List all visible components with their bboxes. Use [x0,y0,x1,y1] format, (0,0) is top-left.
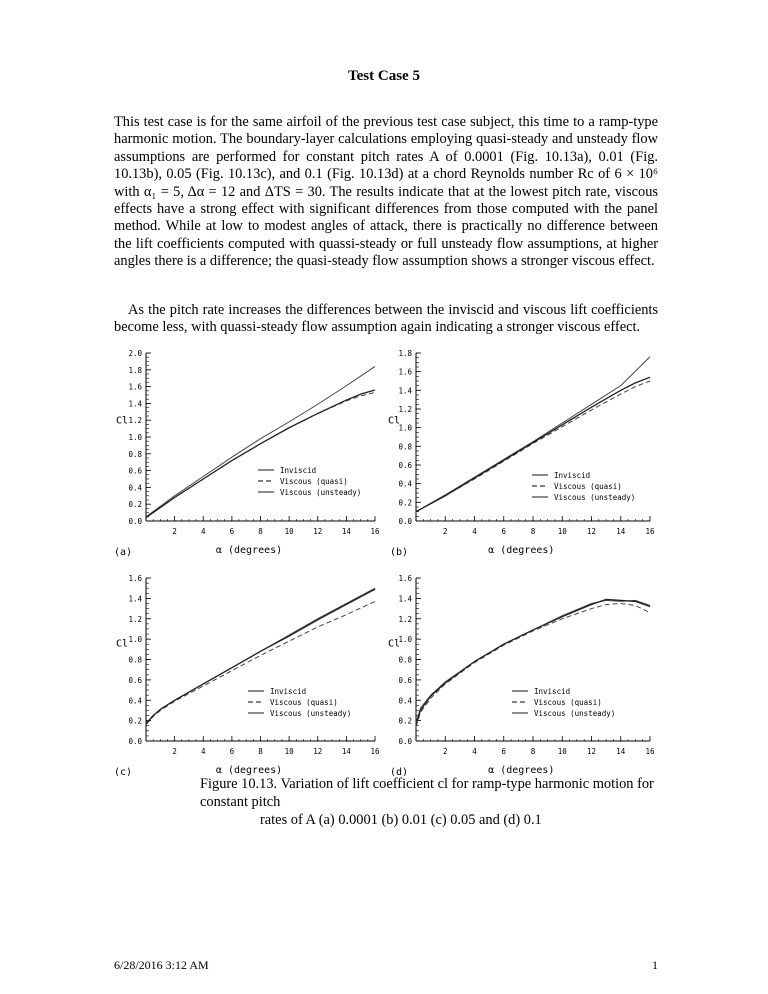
y-tick-label: 0.8 [398,655,412,665]
x-tick-label: 16 [370,747,380,756]
y-axis-label: Cl [116,415,129,427]
x-tick-label: 4 [200,527,206,536]
legend-label: Inviscid [280,466,317,475]
y-tick-label: 0.6 [128,466,142,476]
y-tick-label: 1.8 [128,365,142,375]
chart-panel-d [384,560,664,776]
y-tick-label: 1.6 [128,382,142,392]
legend-label: Viscous (unsteady) [270,709,352,718]
x-tick-label: 2 [172,747,177,756]
y-tick-label: 0.4 [398,696,412,706]
y-tick-label: 0.6 [128,675,142,685]
y-axis-label: Cl [388,638,401,650]
y-tick-label: 1.4 [398,594,412,604]
figure-caption [200,775,670,829]
y-tick-label: 1.2 [398,614,412,624]
y-tick-label: 0.0 [398,737,412,746]
y-tick-label: 1.6 [398,574,412,583]
y-tick-label: 1.2 [398,405,412,414]
x-axis-label: α (degrees) [215,545,283,556]
y-tick-label: 0.8 [128,655,142,665]
panel-label: (a) [114,547,133,558]
y-tick-label: 1.4 [398,386,412,396]
chart-panel-c [112,560,384,776]
x-tick-label: 2 [172,527,177,536]
x-axis-label: α (degrees) [215,765,283,776]
series-line [146,601,375,724]
y-tick-label: 0.4 [398,479,412,489]
legend-label: Inviscid [534,687,571,696]
y-tick-label: 0.2 [128,716,142,726]
y-tick-label: 1.0 [398,423,412,433]
y-tick-label: 0.0 [398,517,412,526]
x-tick-label: 4 [472,747,477,756]
x-tick-label: 14 [341,747,351,756]
chart-panel-a [112,340,384,560]
series-line [416,377,650,511]
x-tick-label: 16 [370,527,380,536]
x-tick-label: 4 [200,747,206,756]
y-tick-label: 1.2 [128,416,142,426]
y-tick-label: 0.4 [128,483,142,493]
section-title: Test Case 5 [348,68,420,84]
legend-label: Viscous (quasi) [554,482,622,491]
x-tick-label: 6 [501,747,507,756]
y-tick-label: 0.0 [128,517,142,526]
legend-label: Viscous (quasi) [270,698,338,707]
x-tick-label: 6 [229,747,235,756]
caption-line-2: rates of A (a) 0.0001 (b) 0.01 (c) 0.05 and (d) 0.1 [260,812,542,828]
x-tick-label: 8 [258,527,263,536]
y-tick-label: 1.4 [128,399,142,409]
paragraph-2: As the pitch rate increases the differences between the inviscid and viscous lift coefficients become less, with quassi-steady flow assumption again indicating a stronger viscous effect. [114,302,658,336]
y-tick-label: 0.6 [398,461,412,470]
legend-label: Viscous (quasi) [280,477,348,486]
x-tick-label: 12 [313,527,323,536]
x-tick-label: 16 [645,747,655,756]
x-tick-label: 10 [557,527,567,536]
legend-label: Viscous (unsteady) [534,709,616,718]
panel-label: (b) [390,547,409,558]
y-tick-label: 1.4 [128,594,142,604]
x-axis-label: α (degrees) [488,545,555,556]
x-tick-label: 12 [586,747,597,756]
y-tick-label: 1.0 [398,635,412,645]
y-tick-label: 0.2 [398,716,412,726]
legend-label: Viscous (unsteady) [554,493,636,502]
footer-date: 6/28/2016 3:12 AM [114,958,209,972]
legend-label: Viscous (unsteady) [280,488,362,497]
y-tick-label: 0.2 [398,498,412,508]
x-tick-label: 14 [341,527,351,536]
y-tick-label: 1.6 [398,367,412,377]
y-tick-label: 0.2 [128,500,142,510]
x-tick-label: 6 [229,527,235,536]
y-tick-label: 0.6 [398,675,412,685]
x-tick-label: 10 [284,747,294,756]
paragraph-1: This test case is for the same airfoil of the previous test case subject, this time to a ramp-type harmonic motion. The boundary-layer calculations employing quasi-steady and unsteady flow assumptions are performed for constant pitch rates A of 0.0001 (Fig. 10.13a), 0.01 (Fig. 10.13b), 0.05 (Fig. 10.13c), and 0.1 (Fig. 10.13d) at a chord Reynolds number Rc of 6 × 10⁶ with α₁ = 5, Δα = 12 and ΔTS = 30. The results indicate that at the lowest pitch rate, viscous effects have a strong effect with significant differences from those computed with the panel method. While at low to modest angles of attack, there is practically no difference between the lift coefficients computed with quassi-steady or full unsteady flow assumptions, at higher angles there is a difference; the quasi-steady flow assumption shows a stronger viscous effect. [114,114,658,270]
x-tick-label: 12 [586,527,597,536]
y-tick-label: 1.0 [128,635,142,645]
y-tick-label: 1.2 [128,614,142,624]
x-tick-label: 6 [501,527,507,536]
panel-label: (d) [390,767,409,776]
x-tick-label: 12 [313,747,323,756]
legend-label: Inviscid [554,471,591,480]
panel-label: (c) [114,767,133,776]
y-axis-label: Cl [388,415,401,427]
x-tick-label: 4 [472,527,477,536]
series-line [146,589,375,723]
x-tick-label: 10 [284,527,294,536]
series-line [146,390,375,518]
x-tick-label: 8 [258,747,263,756]
y-tick-label: 0.8 [128,449,142,459]
x-tick-label: 16 [645,527,655,536]
y-tick-label: 1.0 [128,433,142,442]
y-axis-label: Cl [116,638,129,650]
caption-line-1: Figure 10.13. Variation of lift coefficient cl for ramp-type harmonic motion for constant pitch [200,776,654,810]
x-tick-label: 14 [616,747,626,756]
y-tick-label: 1.8 [398,349,412,358]
x-tick-label: 2 [442,747,448,756]
x-tick-label: 14 [616,527,626,536]
x-tick-label: 10 [557,747,567,756]
legend-label: Inviscid [270,687,307,696]
y-tick-label: 0.8 [398,442,412,452]
x-tick-label: 8 [530,747,536,756]
chart-panel-b [384,340,664,560]
y-tick-label: 0.4 [128,696,142,706]
x-tick-label: 2 [442,527,448,536]
series-line [416,599,650,724]
series-line [146,588,375,723]
legend-label: Viscous (quasi) [534,698,602,707]
y-tick-label: 0.0 [128,737,142,746]
series-line [416,600,650,722]
series-line [146,392,375,517]
footer-page-number: 1 [652,958,658,972]
y-tick-label: 1.6 [128,574,142,583]
x-tick-label: 8 [530,527,536,536]
y-tick-label: 2.0 [128,349,142,358]
x-axis-label: α (degrees) [488,765,555,776]
